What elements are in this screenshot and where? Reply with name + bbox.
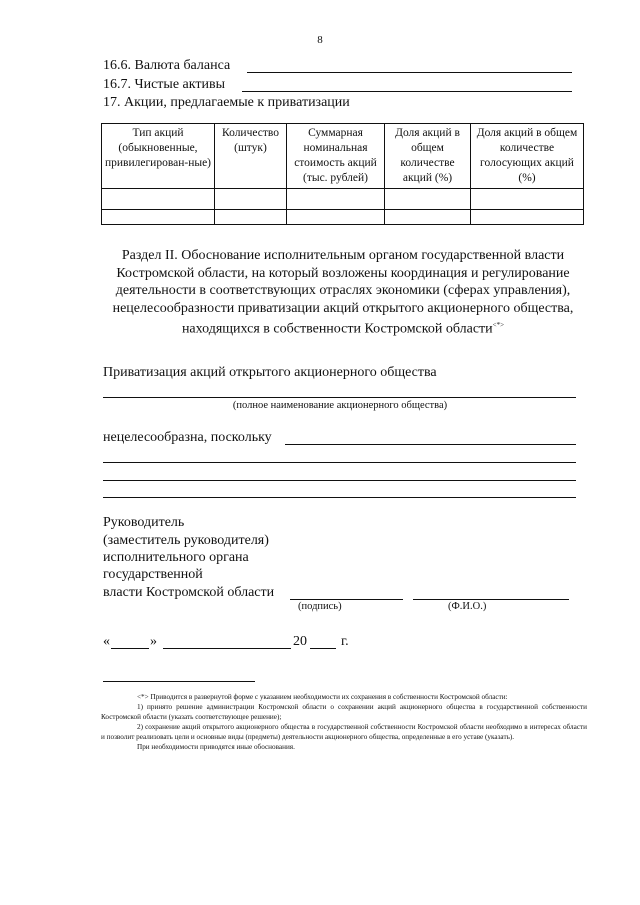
company-name-blank[interactable] xyxy=(103,397,576,398)
year-suffix: г. xyxy=(341,634,349,649)
table-header-row xyxy=(102,124,584,189)
signatory-line-4: государственной xyxy=(103,567,203,582)
signatory-line-2: (заместитель руководителя) xyxy=(103,533,269,548)
table-cell[interactable] xyxy=(287,210,385,225)
section-title xyxy=(100,247,586,338)
company-name-caption: (полное наименование акционерного общества) xyxy=(232,400,448,411)
table-row xyxy=(102,189,584,210)
year-blank[interactable] xyxy=(310,648,336,649)
table-cell[interactable] xyxy=(385,189,471,210)
table-cell[interactable] xyxy=(215,189,287,210)
reason-blank-3[interactable] xyxy=(103,480,576,481)
table-cell[interactable] xyxy=(385,210,471,225)
privatization-lead: Приватизация акций открытого акционерного общества xyxy=(103,365,437,380)
full-name-blank[interactable] xyxy=(413,599,569,600)
header-share-of-voting: Доля акций в общем количестве голосующих акций (%) xyxy=(471,124,584,189)
shares-offered-label: 17. Акции, предлагаемые к приватизации xyxy=(103,95,350,110)
section-title-footnote-mark: <*> xyxy=(492,321,505,329)
table-cell[interactable] xyxy=(287,189,385,210)
reason-blank-4[interactable] xyxy=(103,497,576,498)
footnote-item-2: 2) сохранение акций открытого акционерного общества в государственной собственности Костромской области необходимо в интересах области и позволит реализовать цели и основные виды (предметы) деятельности акционерного общества, определенные в его уставе (указать). xyxy=(101,723,587,741)
footnote-intro: <*> Приводится в развернутой форме с указанием необходимости их сохранения в собственности Костромской области: xyxy=(137,693,508,701)
section-title-text: Раздел II. Обоснование исполнительным органом государственной власти Костромской области, на который возложены координация и регулирование деятельности в соответствующих отраслях экономики (сферах управления), нецелесообразности приватизации акций открытого акционерного общества, находящихся в собственности Костромской области xyxy=(112,248,574,337)
table-cell[interactable] xyxy=(471,210,584,225)
year-prefix: 20 xyxy=(293,634,307,649)
reason-blank-1[interactable] xyxy=(285,444,576,445)
signature-caption: (подпись) xyxy=(298,601,342,612)
table-cell[interactable] xyxy=(102,189,215,210)
table-cell[interactable] xyxy=(471,189,584,210)
balance-currency-blank[interactable] xyxy=(247,72,572,73)
reason-blank-2[interactable] xyxy=(103,462,576,463)
shares-table xyxy=(101,123,584,225)
header-share-of-total: Доля акций в общем количестве акций (%) xyxy=(385,124,471,189)
signatory-line-1: Руководитель xyxy=(103,515,185,530)
net-assets-label: 16.7. Чистые активы xyxy=(103,77,226,92)
signatory-line-3: исполнительного органа xyxy=(103,550,249,565)
table-cell[interactable] xyxy=(102,210,215,225)
full-name-caption: (Ф.И.О.) xyxy=(448,601,487,612)
footnote-other: При необходимости приводятся иные обоснования. xyxy=(137,743,295,751)
footnote-item-1: 1) принято решение администрации Костромской области о сохранении акций акционерного общества в государственной собственности Костромской области (указать соответствующее решение); xyxy=(101,703,587,721)
page-number: 8 xyxy=(317,34,323,46)
day-blank[interactable] xyxy=(111,648,149,649)
net-assets-blank[interactable] xyxy=(242,91,572,92)
month-blank[interactable] xyxy=(163,648,291,649)
header-share-type: Тип акций (обыкновенные, привилегирован-ные) xyxy=(102,124,215,189)
header-nominal-value: Суммарная номинальная стоимость акций (тыс. рублей) xyxy=(287,124,385,189)
balance-currency-label: 16.6. Валюта баланса xyxy=(103,58,231,73)
signatory-line-5: власти Костромской области xyxy=(103,585,275,600)
table-cell[interactable] xyxy=(215,210,287,225)
footnotes xyxy=(101,692,587,752)
inexpedient-label: нецелесообразна, поскольку xyxy=(103,430,272,445)
signature-blank[interactable] xyxy=(290,599,403,600)
header-quantity: Количество (штук) xyxy=(215,124,287,189)
date-open-quote: « xyxy=(103,634,110,649)
footnote-separator xyxy=(103,681,255,682)
table-row xyxy=(102,210,584,225)
date-close-quote: » xyxy=(150,634,157,649)
